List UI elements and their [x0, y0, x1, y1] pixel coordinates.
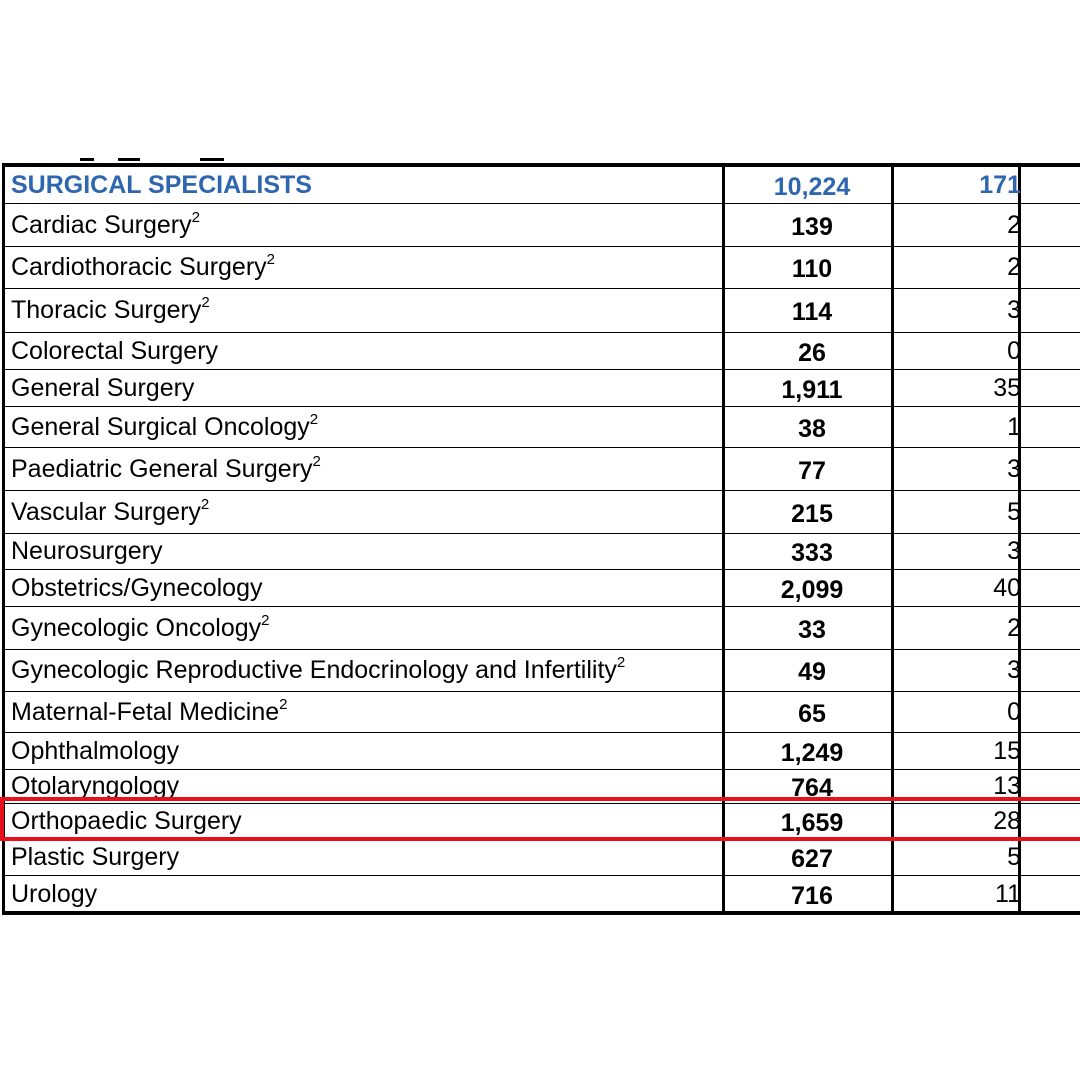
specialty-name — [11, 692, 721, 732]
new-count: 40 — [993, 573, 1021, 602]
table-row — [5, 692, 1080, 733]
specialty-name-text: Orthopaedic Surgery — [11, 807, 242, 835]
new-count: 1 — [1007, 412, 1021, 441]
new-count: 3 — [1007, 296, 1021, 324]
specialty-name-text: Maternal-Fetal Medicine — [11, 697, 280, 726]
table-row — [5, 733, 1080, 770]
new-count: 11 — [995, 879, 1021, 908]
specialty-name-text: Neurosurgery — [11, 537, 163, 565]
specialist-count: 139 — [791, 212, 833, 241]
new-count: 28 — [993, 807, 1021, 835]
highlighted-row-outline — [0, 797, 1080, 841]
specialty-name — [11, 247, 721, 288]
new-count: 0 — [1007, 336, 1021, 365]
table-row — [5, 840, 1080, 876]
specialist-count: 77 — [798, 456, 826, 485]
specialist-count: 1,659 — [780, 809, 844, 837]
table-header-row — [5, 167, 1080, 204]
specialty-name-text: Thoracic Surgery — [11, 296, 202, 324]
new-count: 2 — [1007, 613, 1021, 642]
table-row — [5, 650, 1080, 692]
specialist-count: 333 — [791, 539, 833, 567]
footnote-marker: 2 — [616, 654, 626, 671]
table-row — [5, 407, 1080, 448]
footnote-marker: 2 — [200, 495, 210, 513]
new-count: 2 — [1007, 210, 1021, 239]
specialty-name-text: Paediatric General Surgery — [11, 454, 313, 483]
specialty-name-text: General Surgery — [11, 373, 195, 402]
new-count: 5 — [1007, 843, 1021, 871]
footnote-marker: 2 — [279, 695, 288, 713]
specialty-name — [11, 370, 721, 406]
specialist-count: 215 — [791, 499, 833, 528]
category-total-new: 171 — [979, 170, 1021, 199]
specialist-count: 26 — [798, 338, 826, 367]
new-count: 3 — [1007, 656, 1021, 684]
specialist-count: 38 — [798, 414, 826, 443]
table-row — [5, 607, 1080, 650]
table-row — [5, 333, 1080, 370]
specialty-name-text: Gynecologic Reproductive Endocrinology and Infertility — [11, 656, 617, 684]
specialist-count: 764 — [791, 774, 833, 802]
new-count: 0 — [1007, 697, 1021, 726]
specialty-name — [11, 650, 721, 691]
specialty-name-text: Gynecologic Oncology — [11, 613, 262, 642]
specialty-name — [11, 333, 721, 369]
table-row — [5, 204, 1080, 247]
specialty-name-text: Cardiothoracic Surgery — [11, 253, 267, 281]
new-count: 35 — [993, 373, 1021, 402]
specialty-name-text: Otolaryngology — [11, 772, 180, 800]
table-row — [5, 876, 1080, 912]
cut-off-text-fragment — [80, 153, 240, 163]
specialty-name-text: SURGICAL SPECIALISTS — [11, 170, 312, 199]
specialist-count: 2,099 — [780, 575, 844, 604]
table-row — [5, 247, 1080, 289]
specialist-count: 114 — [791, 298, 833, 326]
specialty-name — [11, 204, 721, 246]
specialist-count: 1,249 — [780, 738, 844, 767]
specialist-count: 49 — [798, 658, 826, 686]
specialty-name — [11, 448, 721, 490]
table-row — [5, 448, 1080, 491]
new-count: 13 — [993, 772, 1021, 800]
new-count: 5 — [1007, 497, 1021, 526]
specialty-name — [11, 733, 721, 769]
footnote-marker: 2 — [309, 410, 319, 428]
specialist-count: 716 — [791, 881, 833, 910]
footnote-marker: 2 — [312, 452, 321, 470]
new-count: 3 — [1007, 454, 1021, 483]
specialist-count: 65 — [798, 699, 826, 728]
table-row — [5, 289, 1080, 333]
specialty-name-text: Colorectal Surgery — [11, 336, 219, 365]
table-row — [5, 370, 1080, 407]
specialty-name — [11, 289, 721, 332]
specialty-name-text: Obstetrics/Gynecology — [11, 573, 263, 602]
specialty-name-text: General Surgical Oncology — [11, 412, 310, 441]
specialty-name-text: Cardiac Surgery — [11, 210, 192, 239]
footnote-marker: 2 — [191, 208, 200, 226]
specialty-name-text: Ophthalmology — [11, 736, 180, 765]
new-count: 15 — [993, 736, 1021, 765]
category-total-count: 10,224 — [773, 172, 851, 201]
specialty-name-text: Vascular Surgery — [11, 497, 201, 526]
table-row — [5, 570, 1080, 607]
new-count: 3 — [1007, 537, 1021, 565]
specialty-name — [11, 570, 721, 606]
specialty-name-text: Plastic Surgery — [11, 843, 180, 871]
footnote-marker: 2 — [201, 294, 210, 311]
footnote-marker: 2 — [266, 251, 276, 268]
specialist-count: 1,911 — [781, 375, 843, 404]
specialty-name — [11, 407, 721, 447]
specialty-name — [11, 534, 721, 569]
specialist-count: 110 — [791, 255, 833, 283]
footnote-marker: 2 — [261, 611, 270, 629]
specialty-name — [11, 491, 721, 533]
specialty-name-text: Urology — [11, 879, 98, 908]
specialty-name — [11, 876, 721, 912]
specialty-name — [11, 607, 721, 649]
table-row — [5, 534, 1080, 570]
specialist-count: 33 — [798, 615, 826, 644]
category-title — [11, 167, 721, 203]
table-row — [5, 491, 1080, 534]
specialist-count: 627 — [791, 845, 833, 873]
specialty-name — [11, 840, 721, 875]
new-count: 2 — [1007, 253, 1021, 281]
